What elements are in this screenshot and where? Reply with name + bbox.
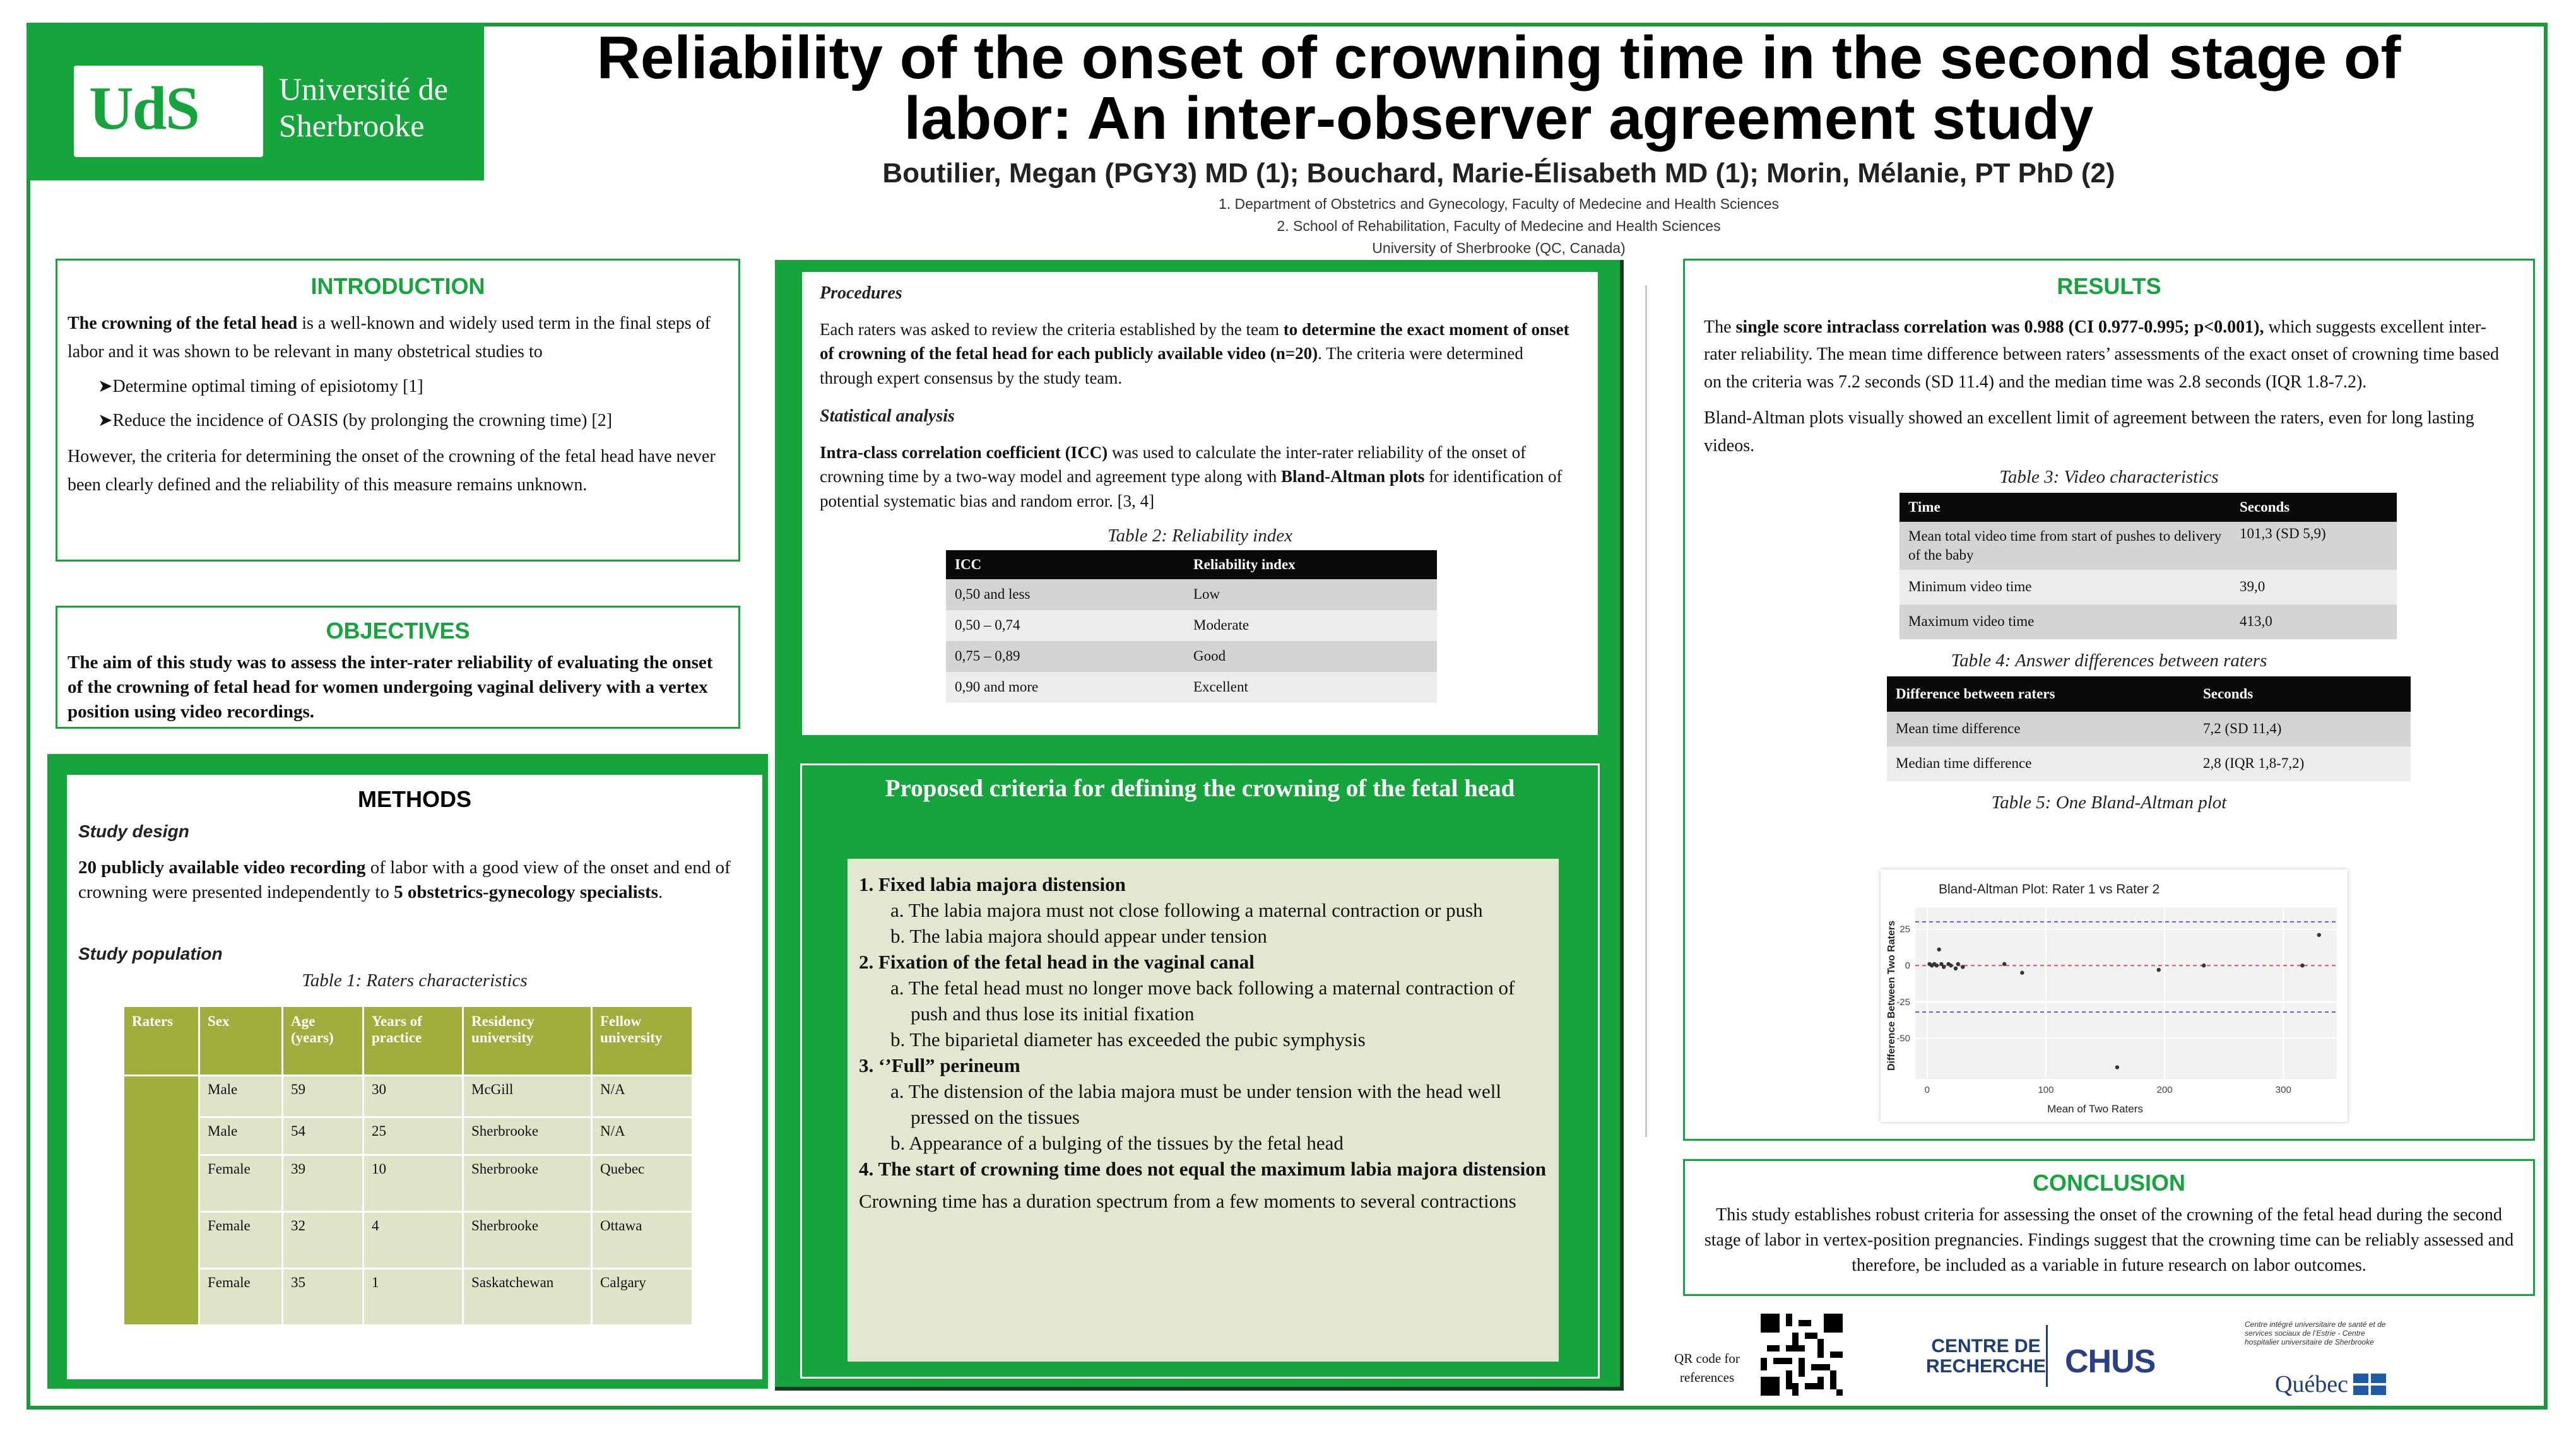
qr-code-icon[interactable] bbox=[1761, 1314, 1843, 1396]
table-row bbox=[1900, 522, 2397, 570]
logo-name bbox=[279, 71, 448, 144]
th-icc: ICC bbox=[946, 550, 1185, 579]
video-characteristics-table bbox=[1900, 493, 2397, 639]
th-sex: Sex bbox=[199, 1006, 283, 1076]
table-cell: Ottawa bbox=[592, 1212, 693, 1269]
table-row bbox=[946, 641, 1437, 672]
results-p1-bold: single score intraclass correlation was 0.988 (CI 0.977-0.995; p<0.001), bbox=[1735, 317, 2264, 337]
design-end: . bbox=[658, 882, 663, 903]
reliability-table-header bbox=[946, 550, 1437, 579]
table-cell: 7,2 (SD 11,4) bbox=[2194, 712, 2411, 746]
y-tick-labels bbox=[1896, 924, 1910, 1044]
raters-table bbox=[122, 1005, 694, 1326]
criterion-2a: a. The fetal head must no longer move back following a maternal contraction of push and thus lose its initial fixation bbox=[890, 977, 1515, 1025]
poster-title bbox=[505, 24, 2493, 152]
qr-label: QR code for references bbox=[1674, 1351, 1740, 1385]
table-cell: 10 bbox=[363, 1155, 463, 1212]
table-cell: Saskatchewan bbox=[463, 1269, 592, 1326]
university-logo bbox=[74, 66, 263, 157]
criterion-3a: a. The distension of the labia majora must be under tension with the head well pressed on the tissues bbox=[890, 1080, 1501, 1128]
table-cell: Mean total video time from start of pushes to delivery of the baby bbox=[1900, 522, 2231, 570]
y-axis-label: Difference Between Two Raters bbox=[1886, 921, 1897, 1071]
criterion-1: 1. Fixed labia majora distension bbox=[859, 873, 1126, 895]
design-bold-2: 5 obstetrics-gynecology specialists bbox=[394, 882, 658, 903]
th-difference: Difference between raters bbox=[1887, 676, 2194, 712]
table-cell: Calgary bbox=[592, 1269, 693, 1326]
th-reliability: Reliability index bbox=[1185, 550, 1437, 579]
table-cell: Minimum video time bbox=[1900, 570, 2231, 604]
intro-paragraph-1 bbox=[68, 310, 728, 367]
statistical-analysis-text bbox=[820, 440, 1580, 513]
th-raters: Raters bbox=[124, 1006, 199, 1076]
affiliation-3: University of Sherbrooke (QC, Canada) bbox=[1372, 240, 1626, 256]
title-line2: labor: An inter-observer agreement study bbox=[904, 85, 2094, 152]
intro-rest: is a well-known and widely used term in the final steps of labor and it was shown to be relevant in many obstetrical studies to bbox=[68, 314, 711, 362]
y-tick-label: 0 bbox=[1905, 960, 1910, 972]
table-cell: N/A bbox=[592, 1117, 693, 1155]
table-row bbox=[1900, 570, 2397, 604]
table-cell: Mean time difference bbox=[1887, 712, 2194, 746]
centre-line1: CENTRE DE bbox=[1931, 1336, 2041, 1357]
centre-de-recherche-logo bbox=[1926, 1336, 2046, 1377]
table-cell: Good bbox=[1185, 641, 1437, 672]
table-cell: 39 bbox=[283, 1155, 363, 1212]
objectives-heading: OBJECTIVES bbox=[326, 618, 470, 644]
stat-end: for identification of potential systematic bias and random error. [3, 4] bbox=[820, 467, 1563, 510]
data-point bbox=[1935, 963, 1939, 967]
video-table-header bbox=[1900, 493, 2397, 522]
quebec-flag-icon bbox=[2353, 1374, 2386, 1395]
data-point bbox=[2300, 963, 2304, 967]
data-point bbox=[1949, 963, 1953, 967]
chart-title: Bland-Altman Plot: Rater 1 vs Rater 2 bbox=[1939, 882, 2160, 897]
data-point bbox=[2115, 1065, 2119, 1069]
procedures-section bbox=[800, 270, 1600, 737]
stat-mid: was used to calculate the inter-rater reliability of the onset of crowning time by a two-way model and agreement type along with bbox=[820, 442, 1527, 486]
table4-caption: Table 4: Answer differences between raters bbox=[1951, 650, 2267, 671]
logo-block bbox=[27, 23, 484, 180]
table-cell: 30 bbox=[363, 1076, 463, 1117]
design-bold-1: 20 publicly available video recording bbox=[78, 857, 366, 878]
study-design-label: Study design bbox=[78, 822, 189, 841]
results-heading: RESULTS bbox=[2057, 273, 2161, 299]
results-paragraph-2: Bland-Altman plots visually showed an excellent limit of agreement between the raters, even for long lasting videos. bbox=[1704, 408, 2474, 456]
results-p1-end: which suggests excellent inter-rater reliability. The mean time difference between raters’ assessments of the exact onset of crowning time based on the criteria was 7.2 seconds (SD 11.4) and the median time was 2.8 seconds (IQR 1.8-7.2). bbox=[1704, 317, 2500, 392]
table-row bbox=[1887, 746, 2411, 781]
table-cell: Moderate bbox=[1185, 610, 1437, 641]
results-section bbox=[1683, 259, 2535, 1141]
authors: Boutilier, Megan (PGY3) MD (1); Bouchard, Marie-Élisabeth MD (1); Morin, Mélanie, PT PhD (2) bbox=[882, 158, 2115, 189]
stat-bold-2: Bland-Altman plots bbox=[1281, 467, 1425, 486]
table5-caption: Table 5: One Bland-Altman plot bbox=[1991, 792, 2227, 813]
table-cell: 32 bbox=[283, 1212, 363, 1269]
quebec-logo bbox=[2275, 1370, 2386, 1398]
table-row bbox=[1900, 604, 2397, 639]
table-row bbox=[124, 1117, 693, 1155]
criteria-heading: Proposed criteria for defining the crowning of the fetal head bbox=[885, 775, 1515, 802]
x-tick-label: 0 bbox=[1924, 1085, 1930, 1095]
table-row bbox=[124, 1155, 693, 1212]
th-seconds: Seconds bbox=[2231, 493, 2397, 522]
table-cell: 4 bbox=[363, 1212, 463, 1269]
ciusss-text: Centre intégré universitaire de santé et de services sociaux de l’Estrie - Centre hospitalier universitaire de Sherbrooke bbox=[2245, 1320, 2386, 1346]
table-cell: Male bbox=[199, 1076, 283, 1117]
bland-altman-chart bbox=[1881, 869, 2348, 1122]
affiliations bbox=[505, 193, 2493, 259]
answer-differences-table bbox=[1887, 676, 2411, 781]
table-cell: Sherbrooke bbox=[463, 1155, 592, 1212]
data-point bbox=[1942, 965, 1946, 969]
procedures-label: Procedures bbox=[820, 283, 902, 303]
th-seconds-2: Seconds bbox=[2194, 676, 2411, 712]
table-cell: Sherbrooke bbox=[463, 1117, 592, 1155]
table-cell: 0,50 – 0,74 bbox=[946, 610, 1185, 641]
data-point bbox=[1937, 948, 1941, 951]
study-population-label: Study population bbox=[78, 944, 223, 964]
design-mid: of labor with a good view of the onset and end of crowning were presented independently to bbox=[78, 857, 731, 903]
table1-caption: Table 1: Raters characteristics bbox=[302, 970, 528, 991]
table-cell: McGill bbox=[463, 1076, 592, 1117]
criterion-3: 3. ‘’Full” perineum bbox=[859, 1054, 1020, 1076]
column-divider bbox=[1645, 285, 1647, 1137]
th-age: Age (years) bbox=[283, 1006, 363, 1076]
table-row bbox=[946, 672, 1437, 703]
criterion-2b: b. The biparietal diameter has exceeded the pubic symphysis bbox=[890, 1028, 1366, 1051]
introduction-heading: INTRODUCTION bbox=[310, 273, 485, 299]
centre-line2: RECHERCHE bbox=[1926, 1356, 2047, 1377]
objectives-section bbox=[56, 606, 740, 729]
table-cell: Median time difference bbox=[1887, 746, 2194, 781]
th-fellow: Fellow university bbox=[592, 1006, 693, 1076]
intro-bullet-2-text: Reduce the incidence of OASIS (by prolonging the crowning time) [2] bbox=[112, 411, 613, 431]
criterion-1a: a. The labia majora must not close following a maternal contraction or push bbox=[890, 899, 1483, 921]
data-point bbox=[2157, 968, 2161, 972]
table-row bbox=[124, 1269, 693, 1326]
table-cell: 59 bbox=[283, 1076, 363, 1117]
conclusion-heading: CONCLUSION bbox=[2033, 1170, 2185, 1196]
table-cell: 0,75 – 0,89 bbox=[946, 641, 1185, 672]
th-years: Years of practice bbox=[363, 1006, 463, 1076]
table-cell: 101,3 (SD 5,9) bbox=[2231, 522, 2397, 570]
results-paragraph-1 bbox=[1704, 314, 2514, 396]
table-cell: Excellent bbox=[1185, 672, 1437, 703]
x-tick-label: 300 bbox=[2275, 1085, 2291, 1095]
logo-name-line2: Sherbrooke bbox=[279, 108, 425, 143]
stat-bold-1: Intra-class correlation coefficient (ICC) bbox=[820, 442, 1108, 462]
data-point bbox=[1961, 965, 1964, 969]
x-tick-label: 200 bbox=[2156, 1085, 2173, 1095]
table-cell: 0,90 and more bbox=[946, 672, 1185, 703]
procedures-text-end: . The criteria were determined through expert consensus by the study team. bbox=[820, 344, 1523, 387]
th-time: Time bbox=[1900, 493, 2231, 522]
results-p1-start: The bbox=[1704, 317, 1736, 337]
table-row bbox=[124, 1076, 693, 1117]
data-point bbox=[2020, 971, 2024, 975]
procedures-text-bold: to determine the exact moment of onset of crowning of the fetal head for each publicly available video (n=20) bbox=[820, 320, 1569, 363]
x-axis-label: Mean of Two Raters bbox=[2047, 1103, 2143, 1115]
table-row bbox=[1887, 712, 2411, 746]
criterion-3b: b. Appearance of a bulging of the tissues by the fetal head bbox=[890, 1132, 1344, 1154]
logo-divider bbox=[2046, 1325, 2048, 1387]
logo-mark: UdS bbox=[89, 74, 199, 143]
data-point bbox=[2002, 962, 2006, 966]
logo-name-line1: Université de bbox=[279, 71, 448, 107]
criterion-1b: b. The labia majora should appear under tension bbox=[890, 925, 1267, 947]
data-point bbox=[2317, 933, 2321, 937]
table-cell: Female bbox=[199, 1212, 283, 1269]
criterion-2: 2. Fixation of the fetal head in the vaginal canal bbox=[859, 951, 1255, 973]
table-cell: 25 bbox=[363, 1117, 463, 1155]
criterion-4: 4. The start of crowning time does not equal the maximum labia majora distension bbox=[859, 1158, 1547, 1180]
conclusion-text: This study establishes robust criteria for assessing the onset of the crowning of the fetal head during the second stage of labor in vertex-position pregnancies. Findings suggest that the crowning time can be reliably assessed and therefore, be included as a variable in future research on labor outcomes. bbox=[1704, 1205, 2514, 1275]
data-point bbox=[2202, 963, 2206, 967]
statistical-analysis-label: Statistical analysis bbox=[820, 406, 955, 426]
table-cell: N/A bbox=[592, 1076, 693, 1117]
x-tick-label: 100 bbox=[2038, 1085, 2054, 1095]
table-cell: Maximum video time bbox=[1900, 604, 2231, 639]
table-cell: Quebec bbox=[592, 1155, 693, 1212]
methods-heading: METHODS bbox=[358, 786, 471, 812]
data-point bbox=[1954, 967, 1958, 970]
title-line1: Reliability of the onset of crowning time in the second stage of bbox=[596, 24, 2401, 91]
intro-bullet-2: ➤Reduce the incidence of OASIS (by prolonging the crowning time) [2] bbox=[98, 411, 613, 431]
reliability-table bbox=[946, 550, 1437, 703]
criteria-note: Crowning time has a duration spectrum from a few moments to several contractions bbox=[859, 1190, 1516, 1212]
raters-column bbox=[124, 1076, 199, 1326]
table-cell: 39,0 bbox=[2231, 570, 2397, 604]
affiliation-1: 1. Department of Obstetrics and Gynecology, Faculty of Medecine and Health Sciences bbox=[1218, 196, 1780, 212]
y-tick-label: -50 bbox=[1896, 1033, 1910, 1044]
intro-bold: The crowning of the fetal head bbox=[68, 314, 298, 333]
table-cell: 54 bbox=[283, 1117, 363, 1155]
differences-table-header bbox=[1887, 676, 2411, 712]
affiliation-2: 2. School of Rehabilitation, Faculty of Medecine and Health Sciences bbox=[1277, 218, 1721, 234]
procedures-text bbox=[820, 317, 1580, 390]
objectives-text: The aim of this study was to assess the inter-rater reliability of evaluating the onset of the crowning of fetal head for women undergoing vaginal delivery with a vertex position using video recordings. bbox=[68, 652, 713, 722]
x-tick-labels bbox=[1925, 1085, 2291, 1095]
table-cell: 1 bbox=[363, 1269, 463, 1326]
conclusion-section bbox=[1683, 1159, 2535, 1296]
y-tick-label: -25 bbox=[1896, 996, 1910, 1008]
table-row bbox=[124, 1212, 693, 1269]
criteria-list bbox=[848, 859, 1559, 1362]
table-cell: 2,8 (IQR 1,8-7,2) bbox=[2194, 746, 2411, 781]
table2-caption: Table 2: Reliability index bbox=[1108, 525, 1292, 546]
study-design-text bbox=[78, 856, 751, 905]
table-cell: Low bbox=[1185, 579, 1437, 610]
introduction-text bbox=[68, 310, 728, 500]
introduction-section bbox=[56, 259, 740, 562]
criteria-section bbox=[800, 763, 1600, 1379]
plot-area bbox=[1915, 907, 2337, 1079]
chus-logo: CHUS bbox=[2065, 1343, 2156, 1380]
table-cell: 0,50 and less bbox=[946, 579, 1185, 610]
table-cell: Male bbox=[199, 1117, 283, 1155]
table3-caption: Table 3: Video characteristics bbox=[1999, 466, 2219, 487]
table-cell: Female bbox=[199, 1269, 283, 1326]
intro-bullet-1: ➤Determine optimal timing of episiotomy [1] bbox=[98, 376, 423, 396]
raters-table-header bbox=[124, 1006, 693, 1076]
table-cell: Female bbox=[199, 1155, 283, 1212]
table-cell: Sherbrooke bbox=[463, 1212, 592, 1269]
y-tick-label: 25 bbox=[1900, 924, 1910, 935]
intro-paragraph-2: However, the criteria for determining the onset of the crowning of the fetal head have never been clearly defined and the reliability of this measure remains unknown. bbox=[68, 447, 716, 495]
table-row bbox=[946, 579, 1437, 610]
methods-section bbox=[65, 773, 764, 1381]
th-residency: Residency university bbox=[463, 1006, 592, 1076]
intro-bullet-1-text: Determine optimal timing of episiotomy [1] bbox=[112, 376, 423, 396]
table-cell: 35 bbox=[283, 1269, 363, 1326]
table-cell: 413,0 bbox=[2231, 604, 2397, 639]
table-row bbox=[946, 610, 1437, 641]
quebec-wordmark: Québec bbox=[2275, 1371, 2349, 1398]
data-point bbox=[1956, 962, 1960, 966]
procedures-text-start: Each raters was asked to review the criteria established by the team bbox=[820, 320, 1284, 339]
